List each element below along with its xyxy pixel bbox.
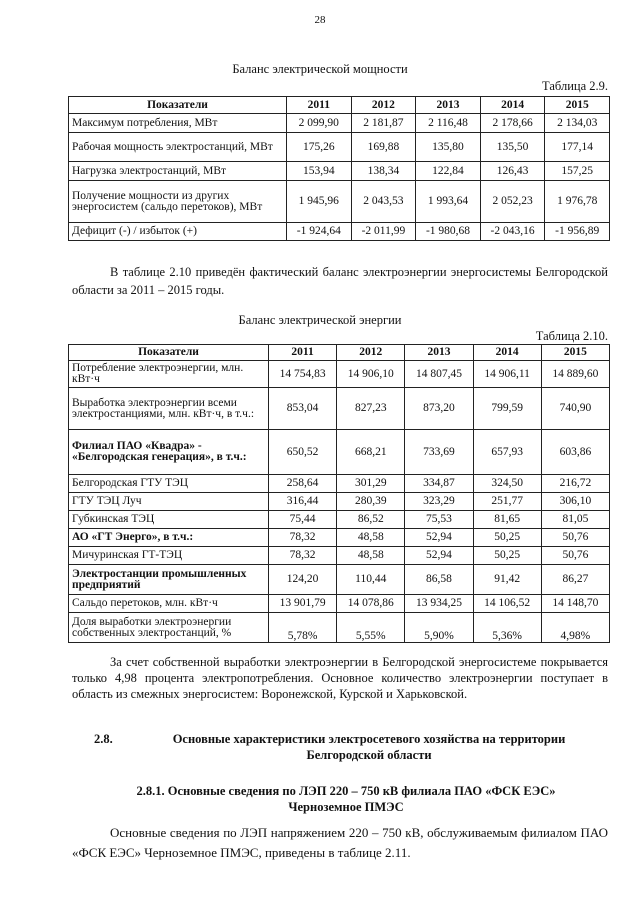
cell-value: 122,84 [416,162,481,181]
cell-value: 91,42 [473,565,541,595]
cell-value: 1 945,96 [287,181,352,223]
table2-label: Таблица 2.10. [535,329,608,343]
table-row [69,547,610,565]
table-row [69,223,610,241]
cell-value: 301,29 [337,475,405,493]
cell-value: 153,94 [287,162,352,181]
table-row [69,114,610,133]
cell-value: 86,52 [337,511,405,529]
table1-header-cell: Показатели [69,97,287,114]
cell-value: 733,69 [405,430,473,475]
cell-value: 14 106,52 [473,595,541,613]
table2-header-cell: 2012 [337,345,405,361]
row-label: Рабочая мощность электростанций, МВт [69,133,287,162]
table-row [69,475,610,493]
paragraph-intro-table-2-10: В таблице 2.10 приведён фактический баланс электроэнергии энергосистемы Белгородской области за 2011 – 2015 годы. [72,265,608,297]
cell-value: 135,80 [416,133,481,162]
cell-value: 86,27 [541,565,609,595]
cell-value: 2 052,23 [480,181,545,223]
row-label: Электростанции промышленных предприятий [69,565,269,595]
table-power-balance [68,96,610,241]
cell-value: 1 993,64 [416,181,481,223]
section-2-8-title [130,731,608,763]
cell-value: 280,39 [337,493,405,511]
cell-value: 48,58 [337,529,405,547]
row-label: Максимум потребления, МВт [69,114,287,133]
table2-caption: Баланс электрической энергии [238,313,402,327]
cell-value: 78,32 [269,547,337,565]
table-row [69,181,610,223]
cell-value: 4,98% [541,613,609,643]
table-row [69,493,610,511]
row-label: Белгородская ГТУ ТЭЦ [69,475,269,493]
cell-value: 52,94 [405,547,473,565]
table1-header-cell: 2014 [480,97,545,114]
row-label: Получение мощности из других энергосистем (сальдо перетоков), МВт [69,181,287,223]
cell-value: 78,32 [269,529,337,547]
row-label: Доля выработки электроэнергии собственных электростанций, % [69,613,269,643]
paragraph-own-generation: За счет собственной выработки электроэнергии в Белгородской энергосистеме покрывается только 4,98 процента электропотребления. Основное количество электроэнергии поступает в область из смежных энергосистем: Воронежской, Курской и Харьковской. [72,655,608,701]
cell-value: 86,58 [405,565,473,595]
cell-value: 50,25 [473,547,541,565]
cell-value: 603,86 [541,430,609,475]
table1-label: Таблица 2.9. [542,79,608,93]
table-row [69,361,610,388]
cell-value: 306,10 [541,493,609,511]
table-row [69,595,610,613]
row-label: Сальдо перетоков, млн. кВт·ч [69,595,269,613]
section-2-8-title-line2: Белгородской области [306,748,432,762]
cell-value: 138,34 [351,162,416,181]
cell-value: 81,05 [541,511,609,529]
row-label: Нагрузка электростанций, МВт [69,162,287,181]
cell-value: 334,87 [405,475,473,493]
cell-value: 135,50 [480,133,545,162]
cell-value: 157,25 [545,162,610,181]
cell-value: 873,20 [405,388,473,430]
paragraph-lines-info: Основные сведения по ЛЭП напряжением 220 – 750 кВ, обслуживаемым филиалом ПАО «ФСК ЕЭС» Черноземное ПМЭС, приведены в таблице 2.11. [72,825,608,860]
cell-value: 14 807,45 [405,361,473,388]
row-label: Мичуринская ГТ-ТЭЦ [69,547,269,565]
cell-value: 5,36% [473,613,541,643]
cell-value: 2 181,87 [351,114,416,133]
cell-value: 126,43 [480,162,545,181]
cell-value: 5,55% [337,613,405,643]
cell-value: 5,90% [405,613,473,643]
table2-header-cell: 2015 [541,345,609,361]
section-2-8-1-title-line2: Черноземное ПМЭС [288,800,404,814]
cell-value: 14 148,70 [541,595,609,613]
table-row [69,511,610,529]
table1-caption: Баланс электрической мощности [232,62,408,76]
table2-header-cell: 2011 [269,345,337,361]
table2-header-row [69,345,610,361]
cell-value: -1 980,68 [416,223,481,241]
cell-value: 668,21 [337,430,405,475]
cell-value: 853,04 [269,388,337,430]
row-label: Выработка электроэнергии всеми электростанциями, млн. кВт·ч, в т.ч.: [69,388,269,430]
table-row [69,613,610,643]
cell-value: 50,76 [541,547,609,565]
table-row [69,529,610,547]
cell-value: 52,94 [405,529,473,547]
cell-value: 2 099,90 [287,114,352,133]
section-2-8-number: 2.8. [94,732,113,746]
cell-value: 14 754,83 [269,361,337,388]
section-2-8-1-title [84,783,608,815]
cell-value: 216,72 [541,475,609,493]
table-row [69,430,610,475]
cell-value: 48,58 [337,547,405,565]
section-2-8-title-line1: Основные характеристики электросетевого хозяйства на территории [172,732,566,746]
cell-value: 177,14 [545,133,610,162]
row-label: Дефицит (-) / избыток (+) [69,223,287,241]
cell-value: 14 078,86 [337,595,405,613]
cell-value: 251,77 [473,493,541,511]
cell-value: 81,65 [473,511,541,529]
cell-value: 175,26 [287,133,352,162]
table2-header-cell: 2013 [405,345,473,361]
table-energy-balance [68,344,610,643]
cell-value: 50,25 [473,529,541,547]
cell-value: 75,44 [269,511,337,529]
row-label: ГТУ ТЭЦ Луч [69,493,269,511]
table1-header-cell: 2013 [416,97,481,114]
cell-value: 169,88 [351,133,416,162]
cell-value: 2 116,48 [416,114,481,133]
cell-value: 13 901,79 [269,595,337,613]
cell-value: 316,44 [269,493,337,511]
cell-value: 324,50 [473,475,541,493]
table2-header-cell: Показатели [69,345,269,361]
row-label: Губкинская ТЭЦ [69,511,269,529]
row-label: Филиал ПАО «Квадра» - «Белгородская генерация», в т.ч.: [69,430,269,475]
cell-value: 650,52 [269,430,337,475]
table1-header-row [69,97,610,114]
cell-value: -2 043,16 [480,223,545,241]
cell-value: 13 934,25 [405,595,473,613]
table1-header-cell: 2015 [545,97,610,114]
cell-value: 827,23 [337,388,405,430]
cell-value: 75,53 [405,511,473,529]
cell-value: -1 956,89 [545,223,610,241]
cell-value: 2 134,03 [545,114,610,133]
row-label: АО «ГТ Энерго», в т.ч.: [69,529,269,547]
cell-value: 2 043,53 [351,181,416,223]
cell-value: 258,64 [269,475,337,493]
page-number: 28 [314,14,326,26]
cell-value: 14 906,11 [473,361,541,388]
cell-value: 50,76 [541,529,609,547]
table-row [69,565,610,595]
section-2-8-1-title-text: Основные сведения по ЛЭП 220 – 750 кВ филиала ПАО «ФСК ЕЭС» [167,784,556,798]
cell-value: 110,44 [337,565,405,595]
table1-header-cell: 2011 [287,97,352,114]
cell-value: -1 924,64 [287,223,352,241]
cell-value: 657,93 [473,430,541,475]
table-row [69,133,610,162]
cell-value: 323,29 [405,493,473,511]
cell-value: -2 011,99 [351,223,416,241]
table-row [69,162,610,181]
table-row [69,388,610,430]
cell-value: 740,90 [541,388,609,430]
cell-value: 2 178,66 [480,114,545,133]
cell-value: 799,59 [473,388,541,430]
cell-value: 5,78% [269,613,337,643]
section-2-8-1-number: 2.8.1. [136,784,165,798]
row-label: Потребление электроэнергии, млн. кВт·ч [69,361,269,388]
cell-value: 1 976,78 [545,181,610,223]
cell-value: 124,20 [269,565,337,595]
table1-header-cell: 2012 [351,97,416,114]
cell-value: 14 889,60 [541,361,609,388]
cell-value: 14 906,10 [337,361,405,388]
section-2-8-1-title-line1 [84,783,608,799]
table2-header-cell: 2014 [473,345,541,361]
